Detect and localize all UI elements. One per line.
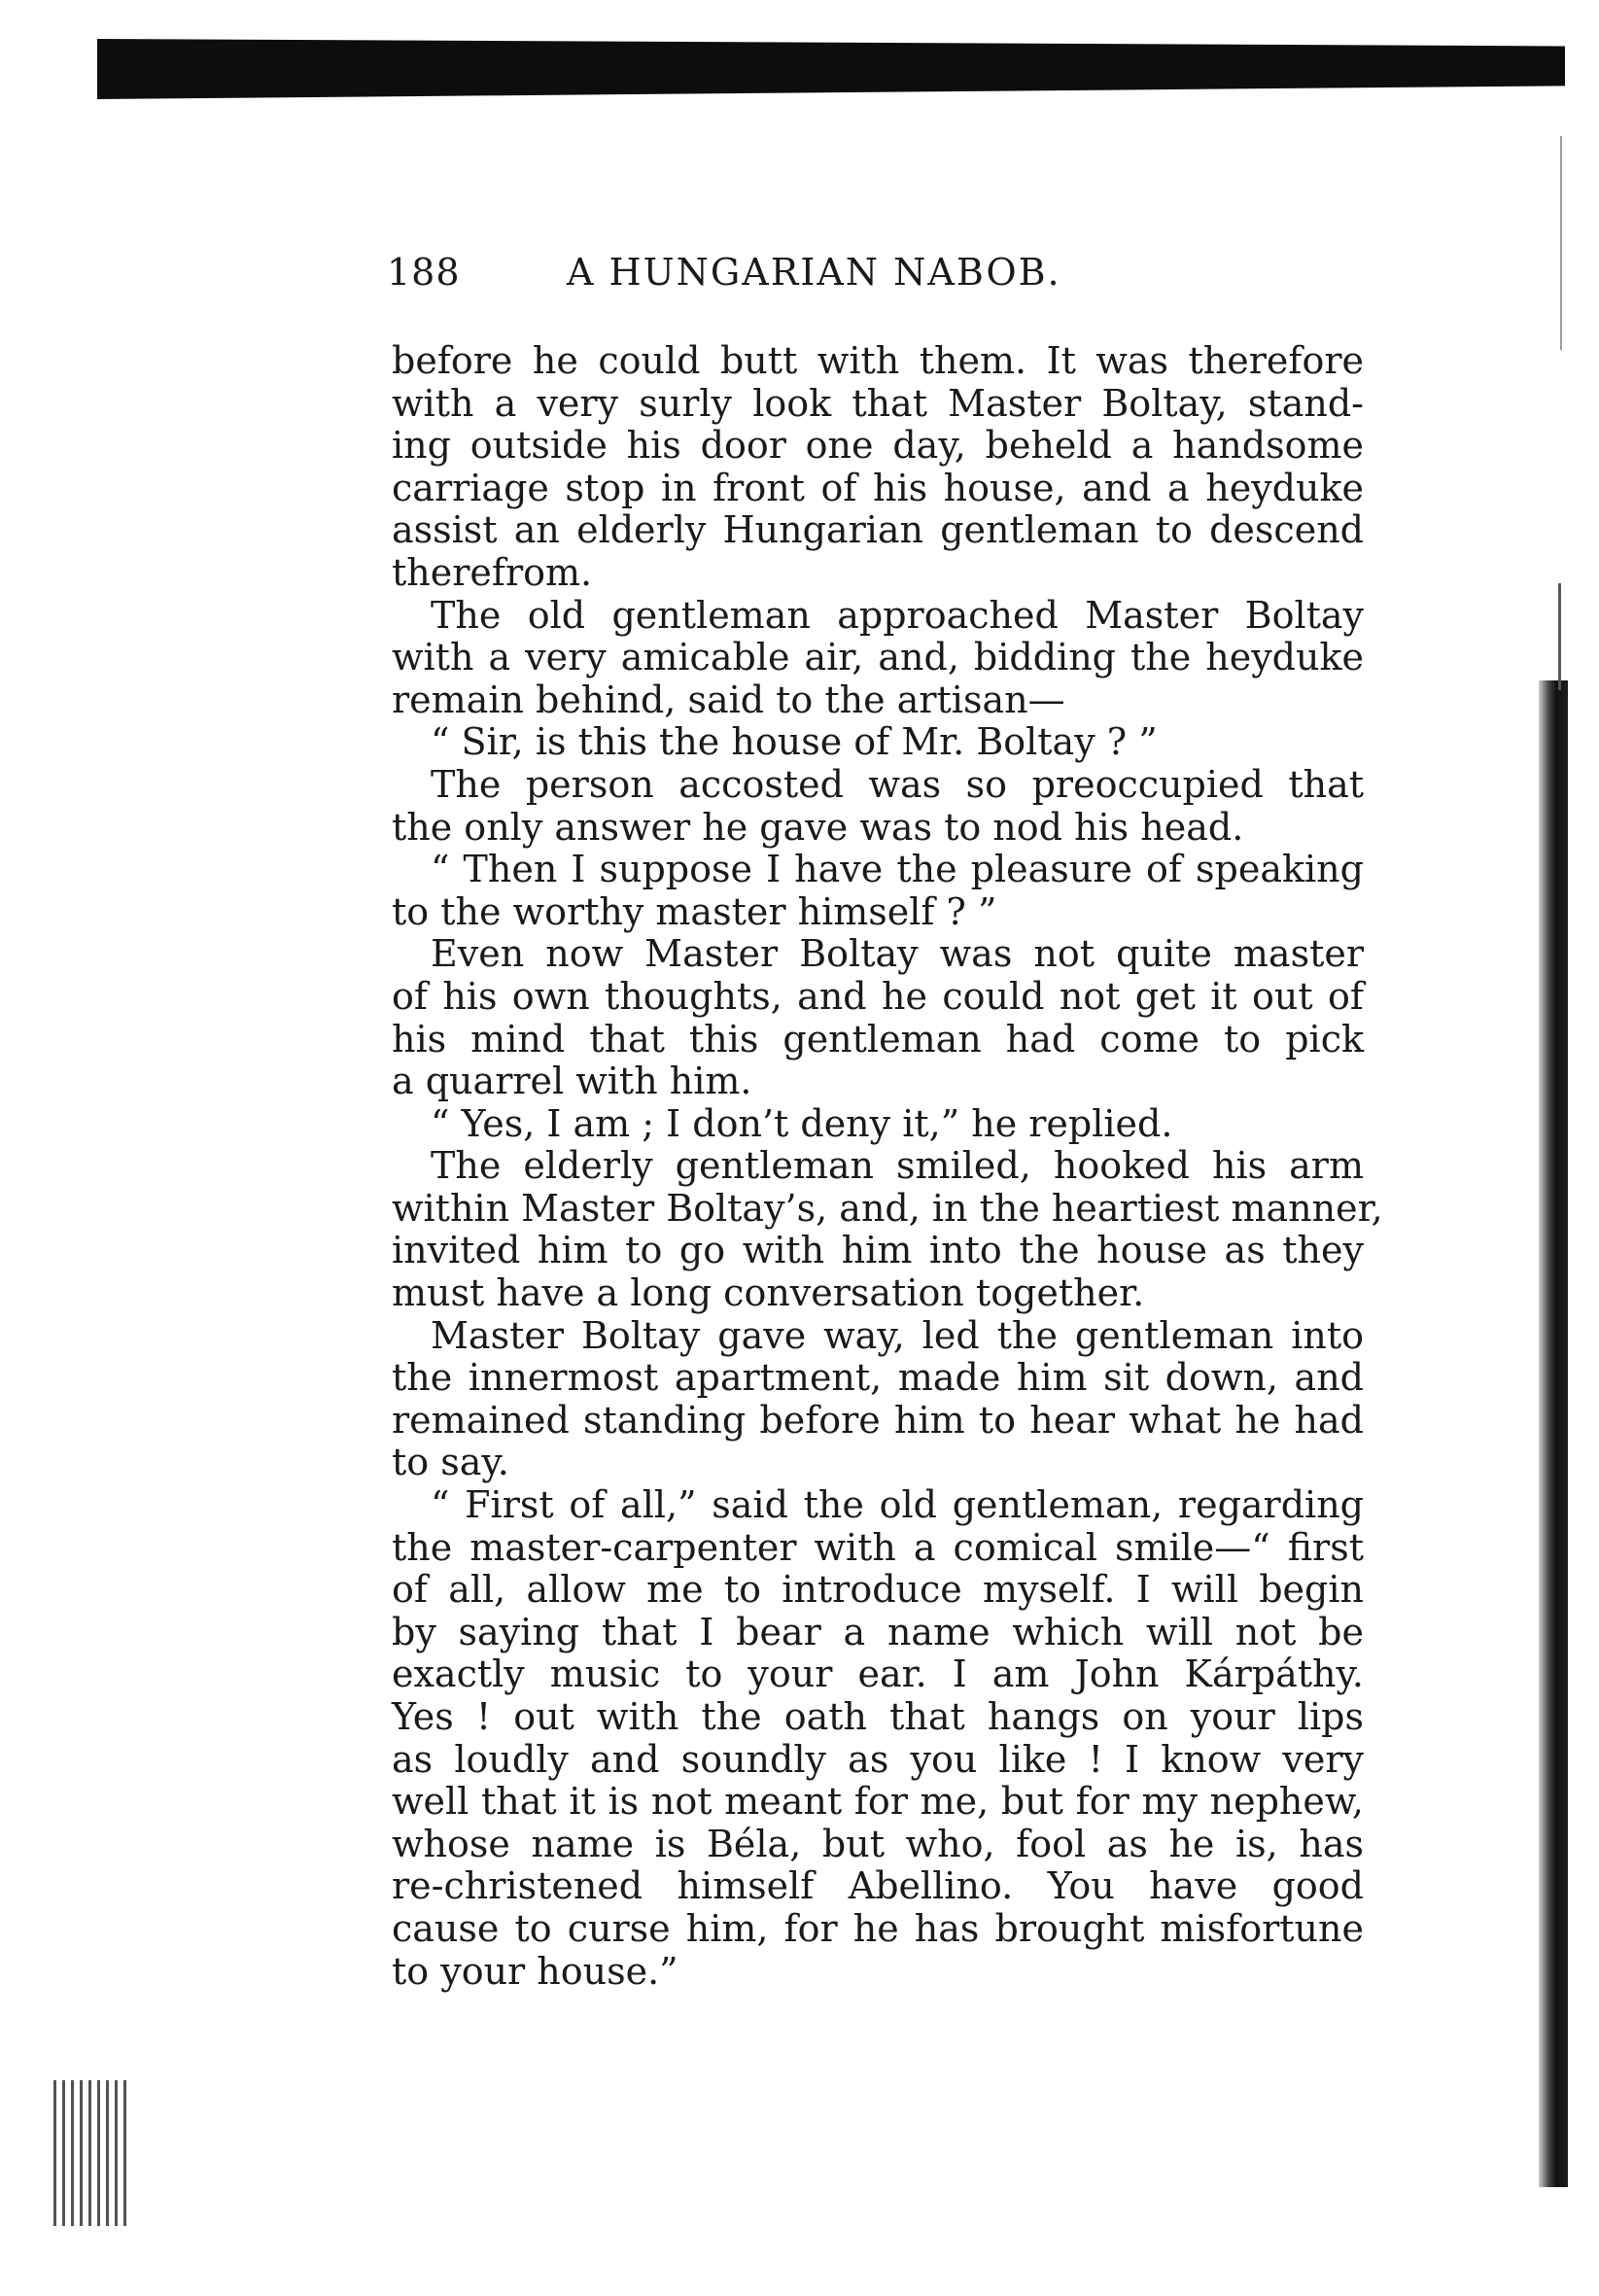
text-line: “ Then I suppose I have the pleasure of speaking [431, 848, 1364, 891]
text-line: of all, allow me to introduce myself. I will begin [392, 1568, 1364, 1612]
text-line: to your house.” [392, 1949, 678, 1993]
text-line: of his own thoughts, and he could not get it out of [392, 974, 1364, 1018]
text-line: a quarrel with him. [392, 1060, 752, 1103]
text-line: to say. [392, 1441, 509, 1484]
text-line: The elderly gentleman smiled, hooked his arm [431, 1144, 1364, 1188]
scan-right-edge-line [1558, 583, 1561, 690]
text-line: re-christened himself Abellino. You have good [392, 1864, 1364, 1908]
scan-right-edge-line [1560, 136, 1562, 350]
text-line: the master-carpenter with a comical smile—“ first [392, 1525, 1364, 1569]
text-line: Yes ! out with the oath that hangs on your lips [392, 1695, 1364, 1738]
text-line: carriage stop in front of his house, and a heyduke [392, 466, 1364, 509]
text-line: “ First of all,” said the old gentleman, regarding [431, 1483, 1364, 1527]
text-line: within Master Boltay’s, and, in the heartiest manner, [392, 1186, 1383, 1230]
text-line: cause to curse him, for he has brought misfortune [392, 1906, 1364, 1950]
text-line: remained standing before him to hear what he had [392, 1398, 1364, 1442]
text-line: Even now Master Boltay was not quite master [431, 932, 1364, 976]
text-line: before he could butt with them. It was therefore [392, 339, 1364, 382]
text-line: remain behind, said to the artisan— [392, 678, 1065, 721]
running-title: A HUNGARIAN NABOB. [567, 251, 1061, 294]
text-line: ing outside his door one day, beheld a handsome [392, 424, 1364, 468]
text-line: the innermost apartment, made him sit down, and [392, 1356, 1364, 1400]
text-line: The old gentleman approached Master Boltay [431, 593, 1364, 637]
text-line: as loudly and soundly as you like ! I know very [392, 1737, 1364, 1781]
text-line: The person accosted was so preoccupied that [431, 762, 1364, 806]
text-line: the only answer he gave was to nod his head. [392, 805, 1244, 849]
text-line: must have a long conversation together. [392, 1271, 1145, 1315]
scan-right-edge-shadow [1539, 680, 1568, 2187]
body-text [392, 339, 1383, 1993]
text-line: by saying that I bear a name which will not be [392, 1610, 1364, 1653]
text-line: exactly music to your ear. I am John Kárpáthy. [392, 1652, 1364, 1696]
text-line: “ Sir, is this the house of Mr. Boltay ? ” [431, 720, 1158, 764]
page-number: 188 [387, 251, 461, 294]
text-line: therefrom. [392, 550, 593, 594]
text-line: well that it is not meant for me, but for my nephew, [392, 1780, 1364, 1824]
text-line: his mind that this gentleman had come to pick [392, 1017, 1364, 1061]
text-line: invited him to go with him into the house as they [392, 1229, 1364, 1272]
scan-left-marks [53, 2080, 131, 2226]
text-line: Master Boltay gave way, led the gentleman into [431, 1313, 1364, 1357]
text-line: assist an elderly Hungarian gentleman to descend [392, 508, 1364, 552]
scan-top-bar [97, 39, 1565, 99]
text-line: “ Yes, I am ; I don’t deny it,” he replied. [431, 1101, 1173, 1145]
text-line: with a very surly look that Master Boltay, stand- [392, 381, 1364, 425]
page-header [387, 251, 1359, 309]
text-line: whose name is Béla, but who, fool as he is, has [392, 1822, 1364, 1865]
text-line: with a very amicable air, and, bidding the heyduke [392, 636, 1364, 679]
text-line: to the worthy master himself ? ” [392, 889, 997, 933]
